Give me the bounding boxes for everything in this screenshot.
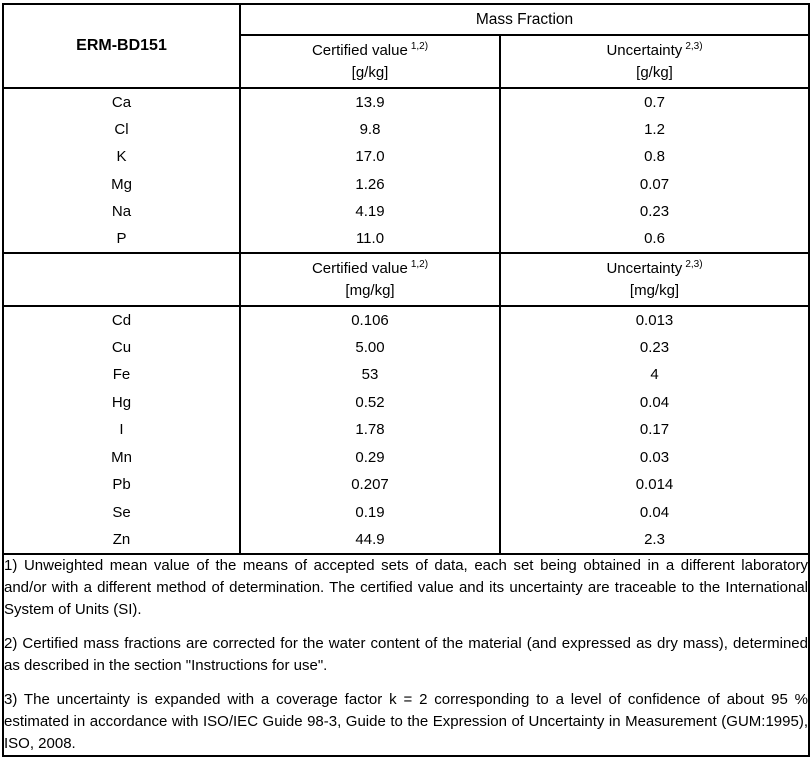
footnote-ref: 1,2) [410, 40, 429, 52]
uncertainty-cell: 0.17 [639, 421, 670, 439]
certified-cell: 44.9 [240, 526, 500, 554]
element-cell: Mn [3, 444, 240, 472]
table-row [3, 171, 809, 199]
uncertainty-cell: 0.013 [635, 311, 674, 329]
uncertainty-cell: 0.8 [644, 148, 665, 166]
uncertainty-cell: 0.23 [639, 203, 670, 221]
material-id-cell: ERM-BD151 [3, 4, 240, 88]
uncertainty-cell: 2.3 [500, 526, 809, 554]
table-row [3, 444, 809, 472]
uncertainty-cell: 0.7 [644, 93, 665, 111]
footnote-ref: 2,3) [685, 40, 703, 52]
certified-cell: 13.9 [240, 88, 500, 116]
certified-cell: 5.00 [240, 334, 500, 362]
table-row [3, 143, 809, 171]
footnote-ref: 2,3) [685, 258, 703, 270]
certified-cell: 9.8 [240, 116, 500, 144]
uncertainty-cell: 0.03 [639, 448, 670, 466]
units-header-row-mgkg [3, 253, 809, 306]
element-cell: Cu [3, 334, 240, 362]
certified-cell: 0.207 [240, 471, 500, 499]
uncertainty-cell: 0.014 [635, 476, 674, 494]
uncertainty-cell: 0.07 [639, 175, 670, 193]
table-row [3, 334, 809, 362]
certified-cell: 17.0 [240, 143, 500, 171]
table-header-row [3, 4, 809, 35]
uncertainty-unit: [mg/kg] [629, 281, 680, 299]
certified-cell: 0.19 [240, 499, 500, 527]
table-row [3, 416, 809, 444]
table-row [3, 226, 809, 254]
element-cell: Cd [3, 306, 240, 334]
certified-cell: 0.106 [240, 306, 500, 334]
table-row [3, 471, 809, 499]
element-cell: I [3, 416, 240, 444]
empty-cell [3, 253, 240, 306]
footnote-3: 3) The uncertainty is expanded with a coverage factor k = 2 corresponding to a level of confidence of about 95 % estimated in accordance with ISO/IEC Guide 98-3, Guide to the Expression of Uncertainty in Measurement (GUM:1995), ISO, 2008. [4, 690, 808, 752]
uncertainty-unit: [g/kg] [636, 63, 673, 81]
certified-value-label: Certified value $^{1,2)}$ [311, 258, 429, 277]
certified-cell: 1.78 [240, 416, 500, 444]
uncertainty-cell: 1.2 [644, 120, 665, 138]
uncertainty-label: Uncertainty $^{2,3)}$ [606, 258, 703, 277]
certified-cell: 0.52 [240, 389, 500, 417]
element-cell: Fe [3, 361, 240, 389]
certified-values-table [2, 3, 810, 757]
element-cell: Mg [3, 171, 240, 199]
element-cell: Cl [3, 116, 240, 144]
certified-value-unit: [mg/kg] [345, 281, 395, 299]
table-row [3, 526, 809, 554]
element-cell: Na [3, 198, 240, 226]
table-row [3, 306, 809, 334]
certified-value-label: Certified value $^{1,2)}$ [311, 40, 429, 59]
certified-cell: 53 [240, 361, 500, 389]
uncertainty-cell: 0.04 [639, 393, 670, 411]
element-cell: Hg [3, 389, 240, 417]
uncertainty-label: Uncertainty $^{2,3)}$ [606, 40, 703, 59]
table-row [3, 499, 809, 527]
certified-value-header-mgkg [240, 253, 500, 306]
uncertainty-cell: 0.6 [500, 226, 809, 254]
certified-cell: 1.26 [240, 171, 500, 199]
table-row [3, 198, 809, 226]
uncertainty-cell: 4 [650, 366, 659, 384]
element-cell: K [3, 143, 240, 171]
certified-cell: 4.19 [240, 198, 500, 226]
mass-fraction-header: Mass Fraction [240, 4, 809, 35]
table-row [3, 361, 809, 389]
uncertainty-cell: 0.04 [639, 503, 670, 521]
element-cell: Ca [3, 88, 240, 116]
element-cell: P [3, 226, 240, 254]
table-row [3, 389, 809, 417]
table-row [3, 116, 809, 144]
table-row [3, 88, 809, 116]
certified-cell: 11.0 [240, 226, 500, 254]
uncertainty-header-gkg [500, 35, 809, 88]
footnote-ref: 1,2) [410, 258, 429, 270]
element-cell: Zn [3, 526, 240, 554]
element-cell: Pb [3, 471, 240, 499]
certified-cell: 0.29 [240, 444, 500, 472]
uncertainty-header-mgkg [500, 253, 809, 306]
footnotes-row [3, 554, 809, 756]
certified-value-header-gkg [240, 35, 500, 88]
element-cell: Se [3, 499, 240, 527]
footnote-2: 2) Certified mass fractions are corrected for the water content of the material (and expressed as dry mass), determined as described in the section "Instructions for use". [4, 634, 808, 674]
uncertainty-cell: 0.23 [639, 338, 670, 356]
footnotes-cell [3, 554, 809, 756]
footnote-1: 1) Unweighted mean value of the means of accepted sets of data, each set being obtained in a different laboratory and/or with a different method of determination. The certified value and its uncertainty are traceable to the International System of Units (SI). [4, 556, 808, 618]
certified-value-unit: [g/kg] [351, 63, 389, 81]
